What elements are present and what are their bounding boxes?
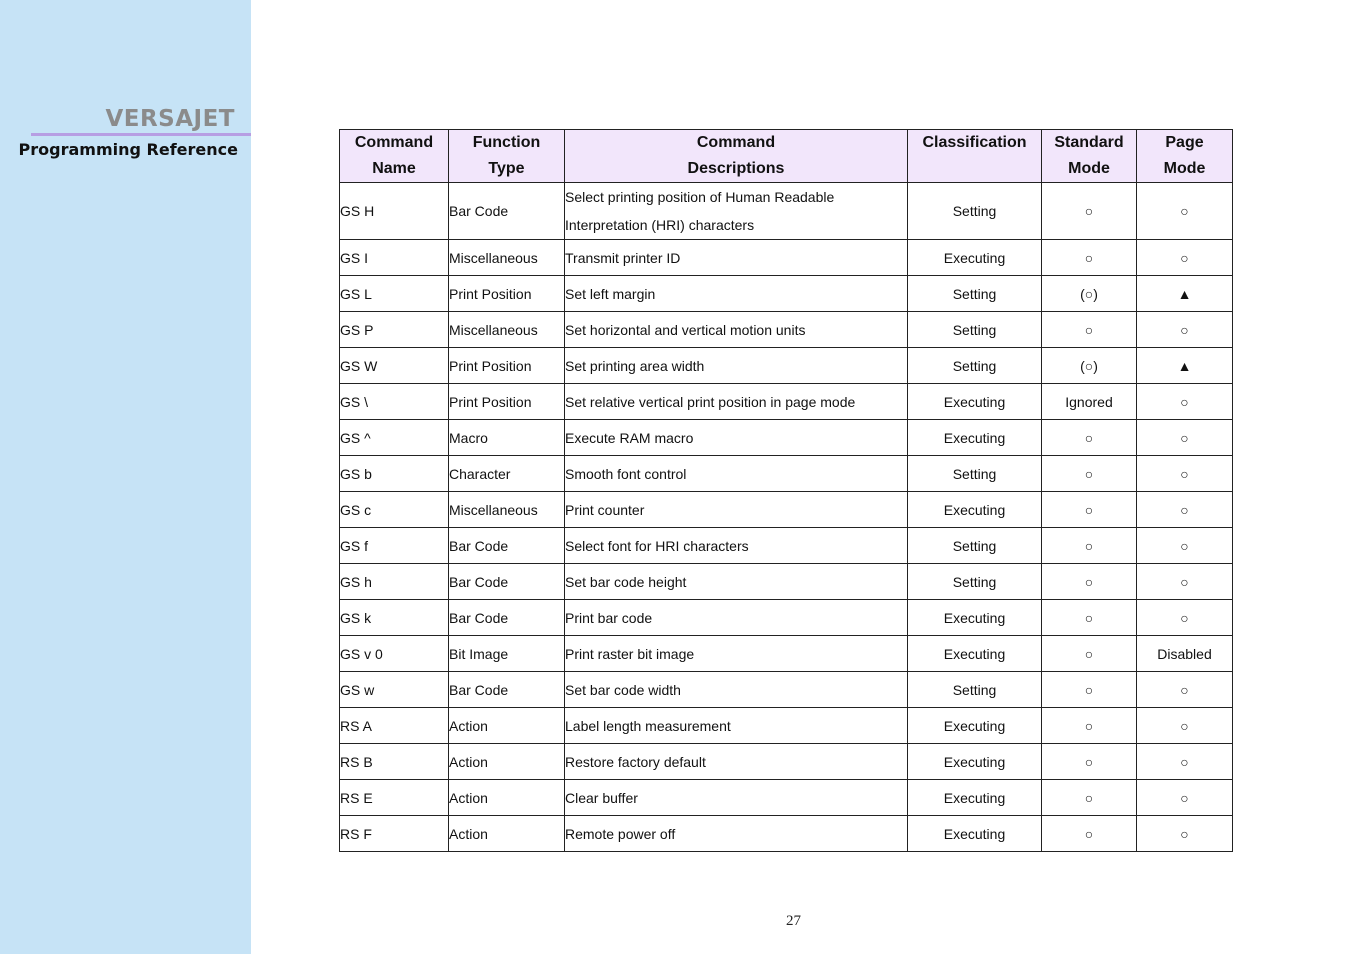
cell-function-type: Bar Code — [449, 672, 565, 708]
table-row — [340, 528, 1233, 564]
table-row — [340, 744, 1233, 780]
cell-command-name: GS w — [340, 672, 449, 708]
cell-page-mode: ○ — [1137, 528, 1233, 564]
cell-page-mode: Disabled — [1137, 636, 1233, 672]
cell-function-type: Bar Code — [449, 600, 565, 636]
table-row — [340, 564, 1233, 600]
cell-page-mode: ○ — [1137, 600, 1233, 636]
cell-classification: Executing — [908, 240, 1042, 276]
cell-classification: Executing — [908, 420, 1042, 456]
cell-classification: Setting — [908, 564, 1042, 600]
cell-classification: Executing — [908, 492, 1042, 528]
cell-standard-mode: (○) — [1042, 348, 1137, 384]
table-row — [340, 672, 1233, 708]
cell-page-mode: ○ — [1137, 240, 1233, 276]
cell-standard-mode: ○ — [1042, 312, 1137, 348]
cell-command-name: GS ^ — [340, 420, 449, 456]
cell-description: Restore factory default — [565, 744, 908, 780]
table-row — [340, 348, 1233, 384]
brand-title: VERSAJET — [105, 106, 235, 132]
cell-function-type: Bit Image — [449, 636, 565, 672]
cell-function-type: Miscellaneous — [449, 492, 565, 528]
cell-page-mode: ▲ — [1137, 276, 1233, 312]
cell-page-mode: ○ — [1137, 672, 1233, 708]
cell-description: Smooth font control — [565, 456, 908, 492]
cell-page-mode: ○ — [1137, 564, 1233, 600]
cell-classification: Setting — [908, 348, 1042, 384]
table-row — [340, 816, 1233, 852]
table-row — [340, 456, 1233, 492]
cell-classification: Setting — [908, 456, 1042, 492]
cell-description: Execute RAM macro — [565, 420, 908, 456]
cell-description: Transmit printer ID — [565, 240, 908, 276]
cell-function-type: Miscellaneous — [449, 312, 565, 348]
cell-standard-mode: (○) — [1042, 276, 1137, 312]
sidebar — [0, 0, 251, 954]
cell-function-type: Action — [449, 780, 565, 816]
cell-description: Print bar code — [565, 600, 908, 636]
cell-standard-mode: ○ — [1042, 744, 1137, 780]
cell-command-name: GS W — [340, 348, 449, 384]
cell-page-mode: ○ — [1137, 456, 1233, 492]
cell-description: Set relative vertical print position in page mode — [565, 384, 908, 420]
cell-standard-mode: ○ — [1042, 420, 1137, 456]
cell-command-name: GS f — [340, 528, 449, 564]
cell-function-type: Bar Code — [449, 528, 565, 564]
cell-command-name: GS v 0 — [340, 636, 449, 672]
cell-page-mode: ○ — [1137, 708, 1233, 744]
table-row — [340, 492, 1233, 528]
cell-classification: Setting — [908, 276, 1042, 312]
cell-description: Label length measurement — [565, 708, 908, 744]
cell-classification: Setting — [908, 183, 1042, 240]
cell-command-name: GS b — [340, 456, 449, 492]
cell-description: Print counter — [565, 492, 908, 528]
cell-page-mode: ▲ — [1137, 348, 1233, 384]
cell-classification: Setting — [908, 672, 1042, 708]
cell-classification: Executing — [908, 708, 1042, 744]
cell-standard-mode: ○ — [1042, 672, 1137, 708]
cell-description: Print raster bit image — [565, 636, 908, 672]
cell-standard-mode: ○ — [1042, 780, 1137, 816]
cell-page-mode: ○ — [1137, 744, 1233, 780]
cell-function-type: Print Position — [449, 348, 565, 384]
header-classification: Classification — [908, 130, 1042, 183]
cell-classification: Executing — [908, 600, 1042, 636]
cell-command-name: RS A — [340, 708, 449, 744]
brand-underline — [31, 133, 251, 136]
cell-page-mode: ○ — [1137, 780, 1233, 816]
cell-description: Remote power off — [565, 816, 908, 852]
cell-standard-mode: ○ — [1042, 456, 1137, 492]
table-row — [340, 183, 1233, 240]
cell-standard-mode: ○ — [1042, 528, 1137, 564]
cell-classification: Setting — [908, 312, 1042, 348]
cell-standard-mode: ○ — [1042, 600, 1137, 636]
cell-function-type: Action — [449, 816, 565, 852]
table-row — [340, 240, 1233, 276]
cell-standard-mode: ○ — [1042, 240, 1137, 276]
cell-function-type: Print Position — [449, 276, 565, 312]
cell-standard-mode: ○ — [1042, 492, 1137, 528]
table-row — [340, 384, 1233, 420]
cell-command-name: GS H — [340, 183, 449, 240]
section-subtitle: Programming Reference — [18, 140, 238, 159]
header-function-type: Function Type — [449, 130, 565, 183]
cell-standard-mode: ○ — [1042, 816, 1137, 852]
cell-description: Set horizontal and vertical motion units — [565, 312, 908, 348]
cell-function-type: Print Position — [449, 384, 565, 420]
table-row — [340, 312, 1233, 348]
table-row — [340, 636, 1233, 672]
cell-page-mode: ○ — [1137, 816, 1233, 852]
table-row — [340, 276, 1233, 312]
cell-description: Clear buffer — [565, 780, 908, 816]
cell-standard-mode: Ignored — [1042, 384, 1137, 420]
cell-description: Set left margin — [565, 276, 908, 312]
cell-function-type: Action — [449, 708, 565, 744]
cell-function-type: Bar Code — [449, 183, 565, 240]
cell-command-name: GS k — [340, 600, 449, 636]
table-header-row — [340, 130, 1233, 183]
cell-page-mode: ○ — [1137, 384, 1233, 420]
cell-classification: Executing — [908, 384, 1042, 420]
header-command-descriptions: Command Descriptions — [565, 130, 908, 183]
cell-command-name: RS F — [340, 816, 449, 852]
cell-command-name: GS P — [340, 312, 449, 348]
command-table — [339, 129, 1233, 852]
cell-classification: Executing — [908, 816, 1042, 852]
cell-classification: Executing — [908, 744, 1042, 780]
cell-command-name: GS c — [340, 492, 449, 528]
header-page-mode: Page Mode — [1137, 130, 1233, 183]
cell-standard-mode: ○ — [1042, 564, 1137, 600]
table-row — [340, 420, 1233, 456]
table-row — [340, 600, 1233, 636]
cell-standard-mode: ○ — [1042, 708, 1137, 744]
cell-command-name: GS h — [340, 564, 449, 600]
header-command-name: Command Name — [340, 130, 449, 183]
cell-function-type: Bar Code — [449, 564, 565, 600]
cell-function-type: Character — [449, 456, 565, 492]
cell-description: Select printing position of Human Readable Interpretation (HRI) characters — [565, 183, 908, 240]
cell-command-name: GS L — [340, 276, 449, 312]
cell-command-name: RS B — [340, 744, 449, 780]
table-row — [340, 780, 1233, 816]
cell-standard-mode: ○ — [1042, 636, 1137, 672]
cell-classification: Setting — [908, 528, 1042, 564]
table-row — [340, 708, 1233, 744]
cell-function-type: Miscellaneous — [449, 240, 565, 276]
cell-classification: Executing — [908, 636, 1042, 672]
cell-page-mode: ○ — [1137, 183, 1233, 240]
cell-command-name: RS E — [340, 780, 449, 816]
page-number: 27 — [786, 913, 801, 929]
cell-function-type: Action — [449, 744, 565, 780]
cell-description: Set bar code width — [565, 672, 908, 708]
cell-function-type: Macro — [449, 420, 565, 456]
cell-page-mode: ○ — [1137, 492, 1233, 528]
cell-description: Set bar code height — [565, 564, 908, 600]
cell-description: Set printing area width — [565, 348, 908, 384]
cell-standard-mode: ○ — [1042, 183, 1137, 240]
cell-command-name: GS I — [340, 240, 449, 276]
cell-command-name: GS \ — [340, 384, 449, 420]
cell-page-mode: ○ — [1137, 312, 1233, 348]
cell-page-mode: ○ — [1137, 420, 1233, 456]
cell-description: Select font for HRI characters — [565, 528, 908, 564]
header-standard-mode: Standard Mode — [1042, 130, 1137, 183]
cell-classification: Executing — [908, 780, 1042, 816]
